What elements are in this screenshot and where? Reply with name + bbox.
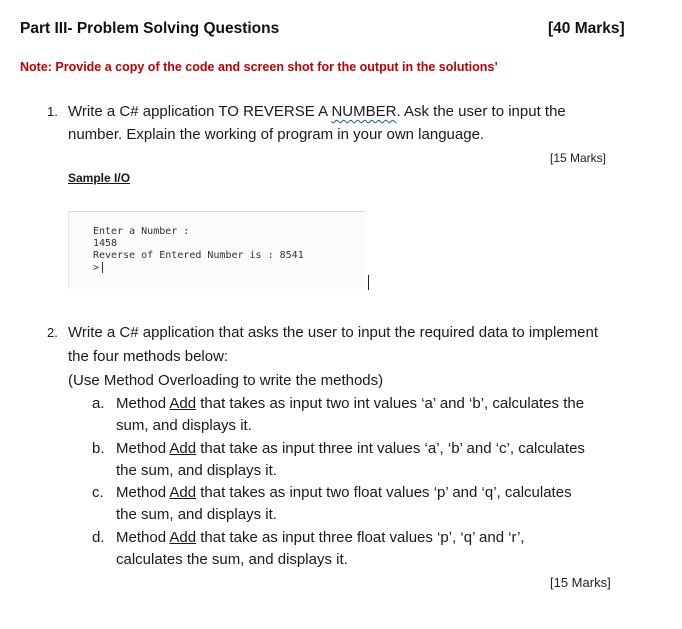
item-letter: c. [92,484,104,501]
sample-io-label: Sample I/O [68,171,131,185]
item-letter: a. [92,395,105,412]
list-item-continuation: calculates the sum, and displays it. [116,551,348,568]
item-letter: d. [92,529,105,546]
section-title: Part III- Problem Solving Questions [20,20,280,37]
item-letter: b. [92,440,105,457]
instruction-note: Note: Provide a copy of the code and screen shot for the output in the solutions’ [20,60,498,74]
q2-line-1: Write a C# application that asks the user to input the required data to implement [68,324,599,341]
console-prompt: > [93,262,103,274]
list-item: Method Add that take as input three int values ‘a’, ‘b’ and ‘c’, calculates [116,440,585,457]
text-cursor-icon [368,275,369,290]
q2-line-3: (Use Method Overloading to write the methods) [68,372,384,389]
q2-line-2: the four methods below: [68,348,229,365]
q1-keyword: NUMBER [331,103,397,120]
q1-line-2: number. Explain the working of program in your own language. [68,126,485,143]
list-item-continuation: sum, and displays it. [116,417,252,434]
list-item: Method Add that take as input three float values ‘p’, ‘q’ and ‘r’, [116,529,525,546]
console-screenshot [68,211,365,289]
total-marks: [40 Marks] [548,20,625,37]
text-caret [102,262,103,273]
q2-number: 2. [47,325,58,340]
console-line: 1458 [93,238,118,249]
q1-line-1: Write a C# application TO REVERSE A NUMBER. Ask the user to input the [68,103,566,120]
q1-number: 1. [47,104,58,119]
console-line: Enter a Number : [93,226,190,237]
q2-marks: [15 Marks] [550,575,611,590]
list-item: Method Add that takes as input two int values ‘a’ and ‘b’, calculates the [116,395,585,412]
q1-marks: [15 Marks] [550,151,607,165]
console-line: Reverse of Entered Number is : 8541 [93,250,304,261]
list-item: Method Add that takes as input two float values ‘p’ and ‘q’, calculates [116,484,572,501]
list-item-continuation: the sum, and displays it. [116,462,277,479]
list-item-continuation: the sum, and displays it. [116,506,277,523]
